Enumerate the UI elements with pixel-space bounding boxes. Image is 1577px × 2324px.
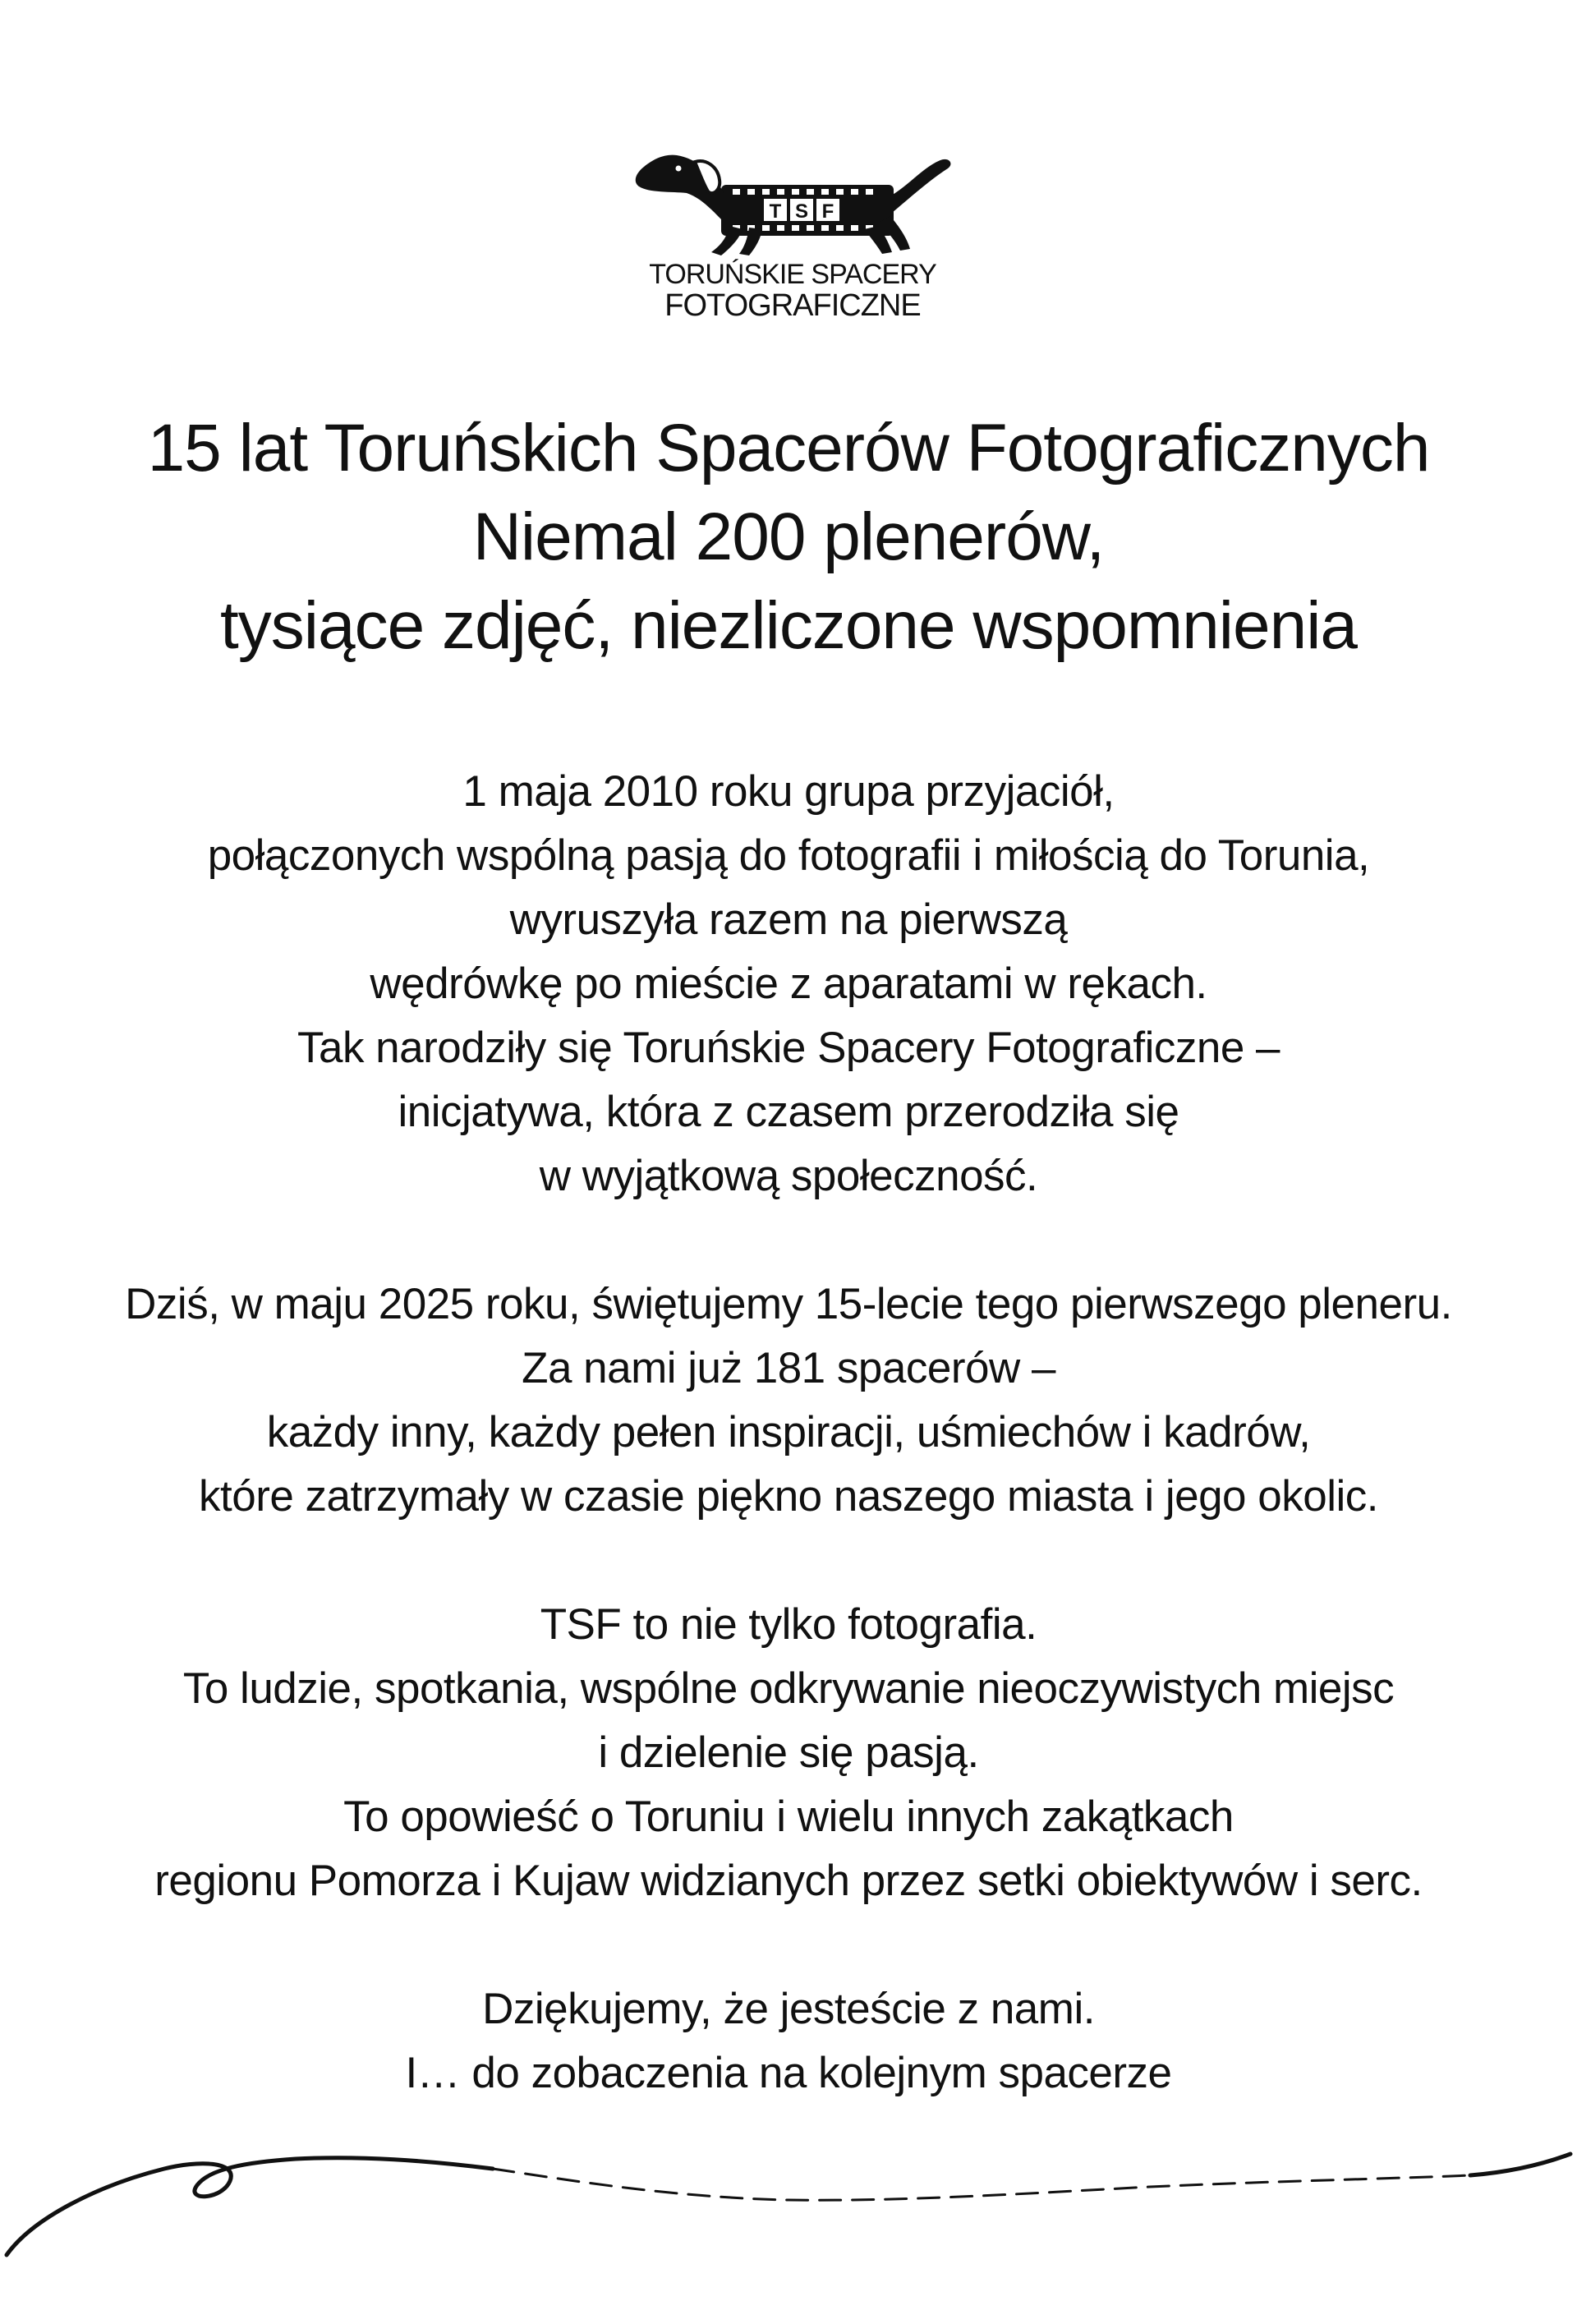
paragraph-line: w wyjątkową społeczność.: [539, 1152, 1038, 1200]
paragraph-line: które zatrzymały w czasie piękno naszego miasta i jego okolic.: [199, 1472, 1378, 1521]
svg-text:T: T: [769, 200, 782, 223]
paragraph-line: inicjatywa, która z czasem przerodziła się: [398, 1088, 1179, 1136]
title-line-3: tysiące zdjęć, niezliczone wspomnienia: [219, 588, 1358, 663]
paragraph-line: Tak narodziły się Toruńskie Spacery Fotograficzne –: [297, 1024, 1280, 1072]
paragraph-history: [0, 760, 1577, 1208]
title-line-2: Niemal 200 plenerów,: [472, 499, 1105, 574]
svg-text:F: F: [821, 200, 834, 223]
paragraph-line: każdy inny, każdy pełen inspiracji, uśmiechów i kadrów,: [266, 1408, 1311, 1457]
paragraph-line: Dziś, w maju 2025 roku, świętujemy 15-lecie tego pierwszego pleneru.: [125, 1280, 1452, 1328]
body-text: [0, 760, 1577, 2105]
paragraph-line: regionu Pomorza i Kujaw widzianych przez setki obiektywów i serc.: [154, 1857, 1423, 1905]
paragraph-thanks: [0, 1977, 1577, 2105]
title-line-1: 15 lat Toruńskich Spacerów Fotograficznych: [147, 411, 1430, 486]
logo-name-line1: TORUŃSKIE SPACERY: [649, 259, 936, 290]
page-title: [0, 404, 1577, 670]
paragraph-line: i dzielenie się pasją.: [598, 1728, 979, 1777]
paragraph-line: TSF to nie tylko fotografia.: [540, 1600, 1037, 1649]
tsf-logo: [632, 144, 953, 324]
svg-text:S: S: [794, 200, 809, 223]
paragraph-line: To ludzie, spotkania, wspólne odkrywanie nieoczywistych miejsc: [182, 1664, 1395, 1713]
decorative-flourish: [0, 2103, 1577, 2267]
paragraph-anniversary: [0, 1272, 1577, 1529]
paragraph-line: połączonych wspólną pasją do fotografii i miłością do Torunia,: [207, 831, 1370, 880]
paragraph-line: wędrówkę po mieście z aparatami w rękach.: [370, 960, 1207, 1008]
paragraph-line: 1 maja 2010 roku grupa przyjaciół,: [462, 767, 1115, 816]
paragraph-line: I… do zobaczenia na kolejnym spacerze: [405, 2049, 1172, 2097]
dachshund-film-icon: [632, 144, 953, 259]
logo-name-line2: FOTOGRAFICZNE: [664, 288, 921, 323]
paragraph-about: [0, 1593, 1577, 1913]
paragraph-line: Za nami już 181 spacerów –: [522, 1344, 1055, 1392]
paragraph-line: Dziękujemy, że jesteście z nami.: [482, 1985, 1095, 2033]
paragraph-line: To opowieść o Toruniu i wielu innych zakątkach: [343, 1792, 1234, 1841]
paragraph-line: wyruszyła razem na pierwszą: [509, 895, 1068, 944]
